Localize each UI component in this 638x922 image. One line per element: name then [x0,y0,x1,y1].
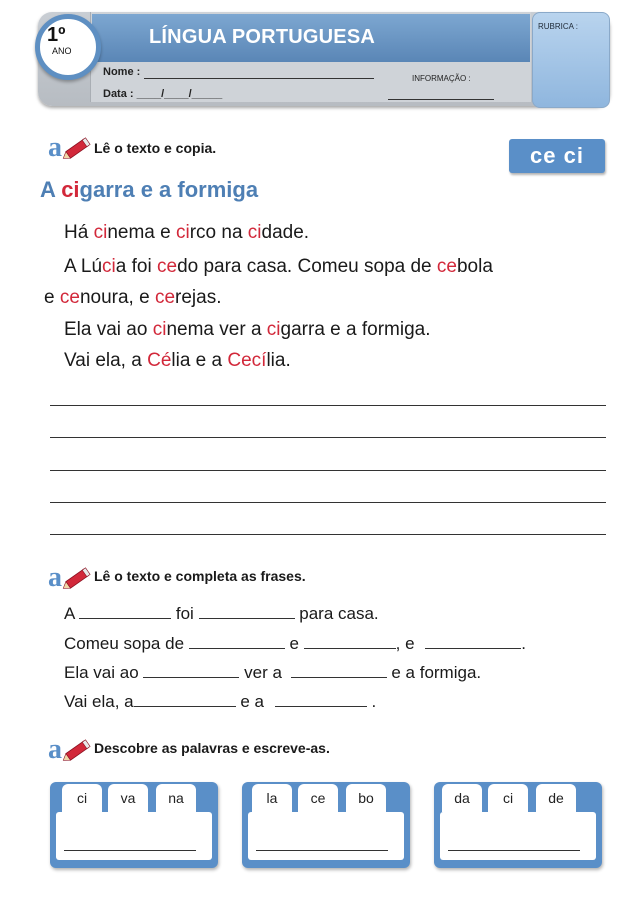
highlighted-syllable: ce [436,256,457,277]
information-label: INFORMAÇÃO : [412,74,471,83]
story-text-segment: a foi [115,256,157,277]
story-line [64,319,431,341]
syllable-tile: ci [62,784,102,812]
word-answer-line[interactable] [448,850,580,851]
rubrica-label: RUBRICA : [538,22,579,31]
grade-number: 1º [47,24,66,46]
sentence-text: Vai ela, a [64,692,134,711]
instruction-complete-text: Lê o texto e completa as frases. [94,568,306,584]
copy-line[interactable] [50,534,606,535]
sentence-text: Comeu sopa de [64,634,189,653]
sentence-text: . [366,692,377,711]
story-text-segment: e [44,287,60,308]
story-text-segment: lia. [266,350,291,371]
answer-blank[interactable] [275,705,367,707]
word-answer-box[interactable] [440,812,596,860]
sentence-text: foi [171,604,199,623]
story-title [40,177,258,203]
syllable-tile: ci [488,784,528,812]
instruction-discover-text: Descobre as palavras e escreve-as. [94,740,330,756]
story-text-segment: Há [64,222,94,243]
story-line [64,350,291,372]
highlighted-syllable: ci [93,222,108,243]
sentence-text: Ela vai ao [64,663,144,682]
answer-blank[interactable] [425,647,521,649]
story-line [44,287,221,309]
fill-sentence [64,634,526,654]
answer-blank[interactable] [189,647,285,649]
pencil-letter-icon [48,564,92,590]
answer-blank[interactable] [79,617,171,619]
story-line [64,222,309,244]
highlighted-syllable: ci [175,222,190,243]
story-text-segment: Vai ela, a [64,350,148,371]
story-text-segment: rco na [189,222,248,243]
story-title-highlight: ci [61,177,80,202]
story-line [64,256,493,278]
copy-line[interactable] [50,437,606,438]
word-answer-box[interactable] [56,812,212,860]
grade-label: ANO [52,46,72,56]
syllable-tile: de [536,784,576,812]
syllable-tile: da [442,784,482,812]
highlighted-syllable: ci [102,256,116,277]
sentence-text: ver a [239,663,287,682]
story-text-segment: nema e [107,222,176,243]
answer-blank[interactable] [199,617,295,619]
answer-blank[interactable] [134,705,236,707]
sentence-text: , e [395,634,420,653]
instruction-copy-text: Lê o texto e copia. [94,140,217,156]
story-text-segment: garra e a formiga. [280,319,431,340]
sentence-text: e a [235,692,269,711]
syllable-tile: la [252,784,292,812]
highlighted-syllable: ci [247,222,262,243]
story-title-start: A [40,177,62,202]
story-text-segment: do para casa. Comeu sopa de [177,256,437,277]
sentence-text: A [64,604,80,623]
story-text-segment: Ela vai ao [64,319,153,340]
answer-blank[interactable] [291,676,387,678]
sentence-text: e a formiga. [386,663,482,682]
sentence-text: . [521,634,527,653]
copy-line[interactable] [50,502,606,503]
pencil-letter-icon [48,736,92,762]
highlighted-syllable: ce [59,287,80,308]
story-text-segment: lia e a [171,350,228,371]
word-answer-line[interactable] [64,850,196,851]
sentence-text: e [284,634,304,653]
svg-text:a: a [48,134,62,160]
svg-text:a: a [48,736,62,762]
highlighted-syllable: Cecí [227,350,267,371]
sentence-text: para casa. [294,604,379,623]
story-title-end: garra e a formiga [79,177,259,202]
word-answer-box[interactable] [248,812,404,860]
highlighted-syllable: ci [266,319,281,340]
information-field[interactable] [388,99,494,100]
fill-sentence [64,663,481,683]
story-text-segment: rejas. [175,287,222,308]
highlighted-syllable: ce [154,287,176,308]
answer-blank[interactable] [143,676,239,678]
syllable-tile: ce [298,784,338,812]
subject-title: LÍNGUA PORTUGUESA [149,26,375,48]
copy-line[interactable] [50,405,606,406]
highlighted-syllable: ci [152,319,167,340]
name-label: Nome : [103,66,141,78]
copy-line[interactable] [50,470,606,471]
story-text-segment: nema ver a [166,319,267,340]
date-field[interactable]: Data : ____/____/_____ [103,88,223,100]
word-answer-line[interactable] [256,850,388,851]
story-text-segment: dade. [261,222,310,243]
highlighted-syllable: Cé [147,350,172,371]
pencil-letter-icon [48,134,92,160]
story-text-segment: noura, e [79,287,155,308]
svg-text:a: a [48,564,62,590]
fill-sentence [64,692,376,712]
syllable-tile: bo [346,784,386,812]
story-text-segment: A Lú [64,256,103,277]
story-text-segment: bola [456,256,493,277]
syllable-tile: na [156,784,196,812]
name-field[interactable] [144,78,374,79]
syllable-badge: ce ci [509,139,605,173]
highlighted-syllable: ce [156,256,178,277]
answer-blank[interactable] [304,647,396,649]
syllable-tile: va [108,784,148,812]
fill-sentence [64,604,379,624]
